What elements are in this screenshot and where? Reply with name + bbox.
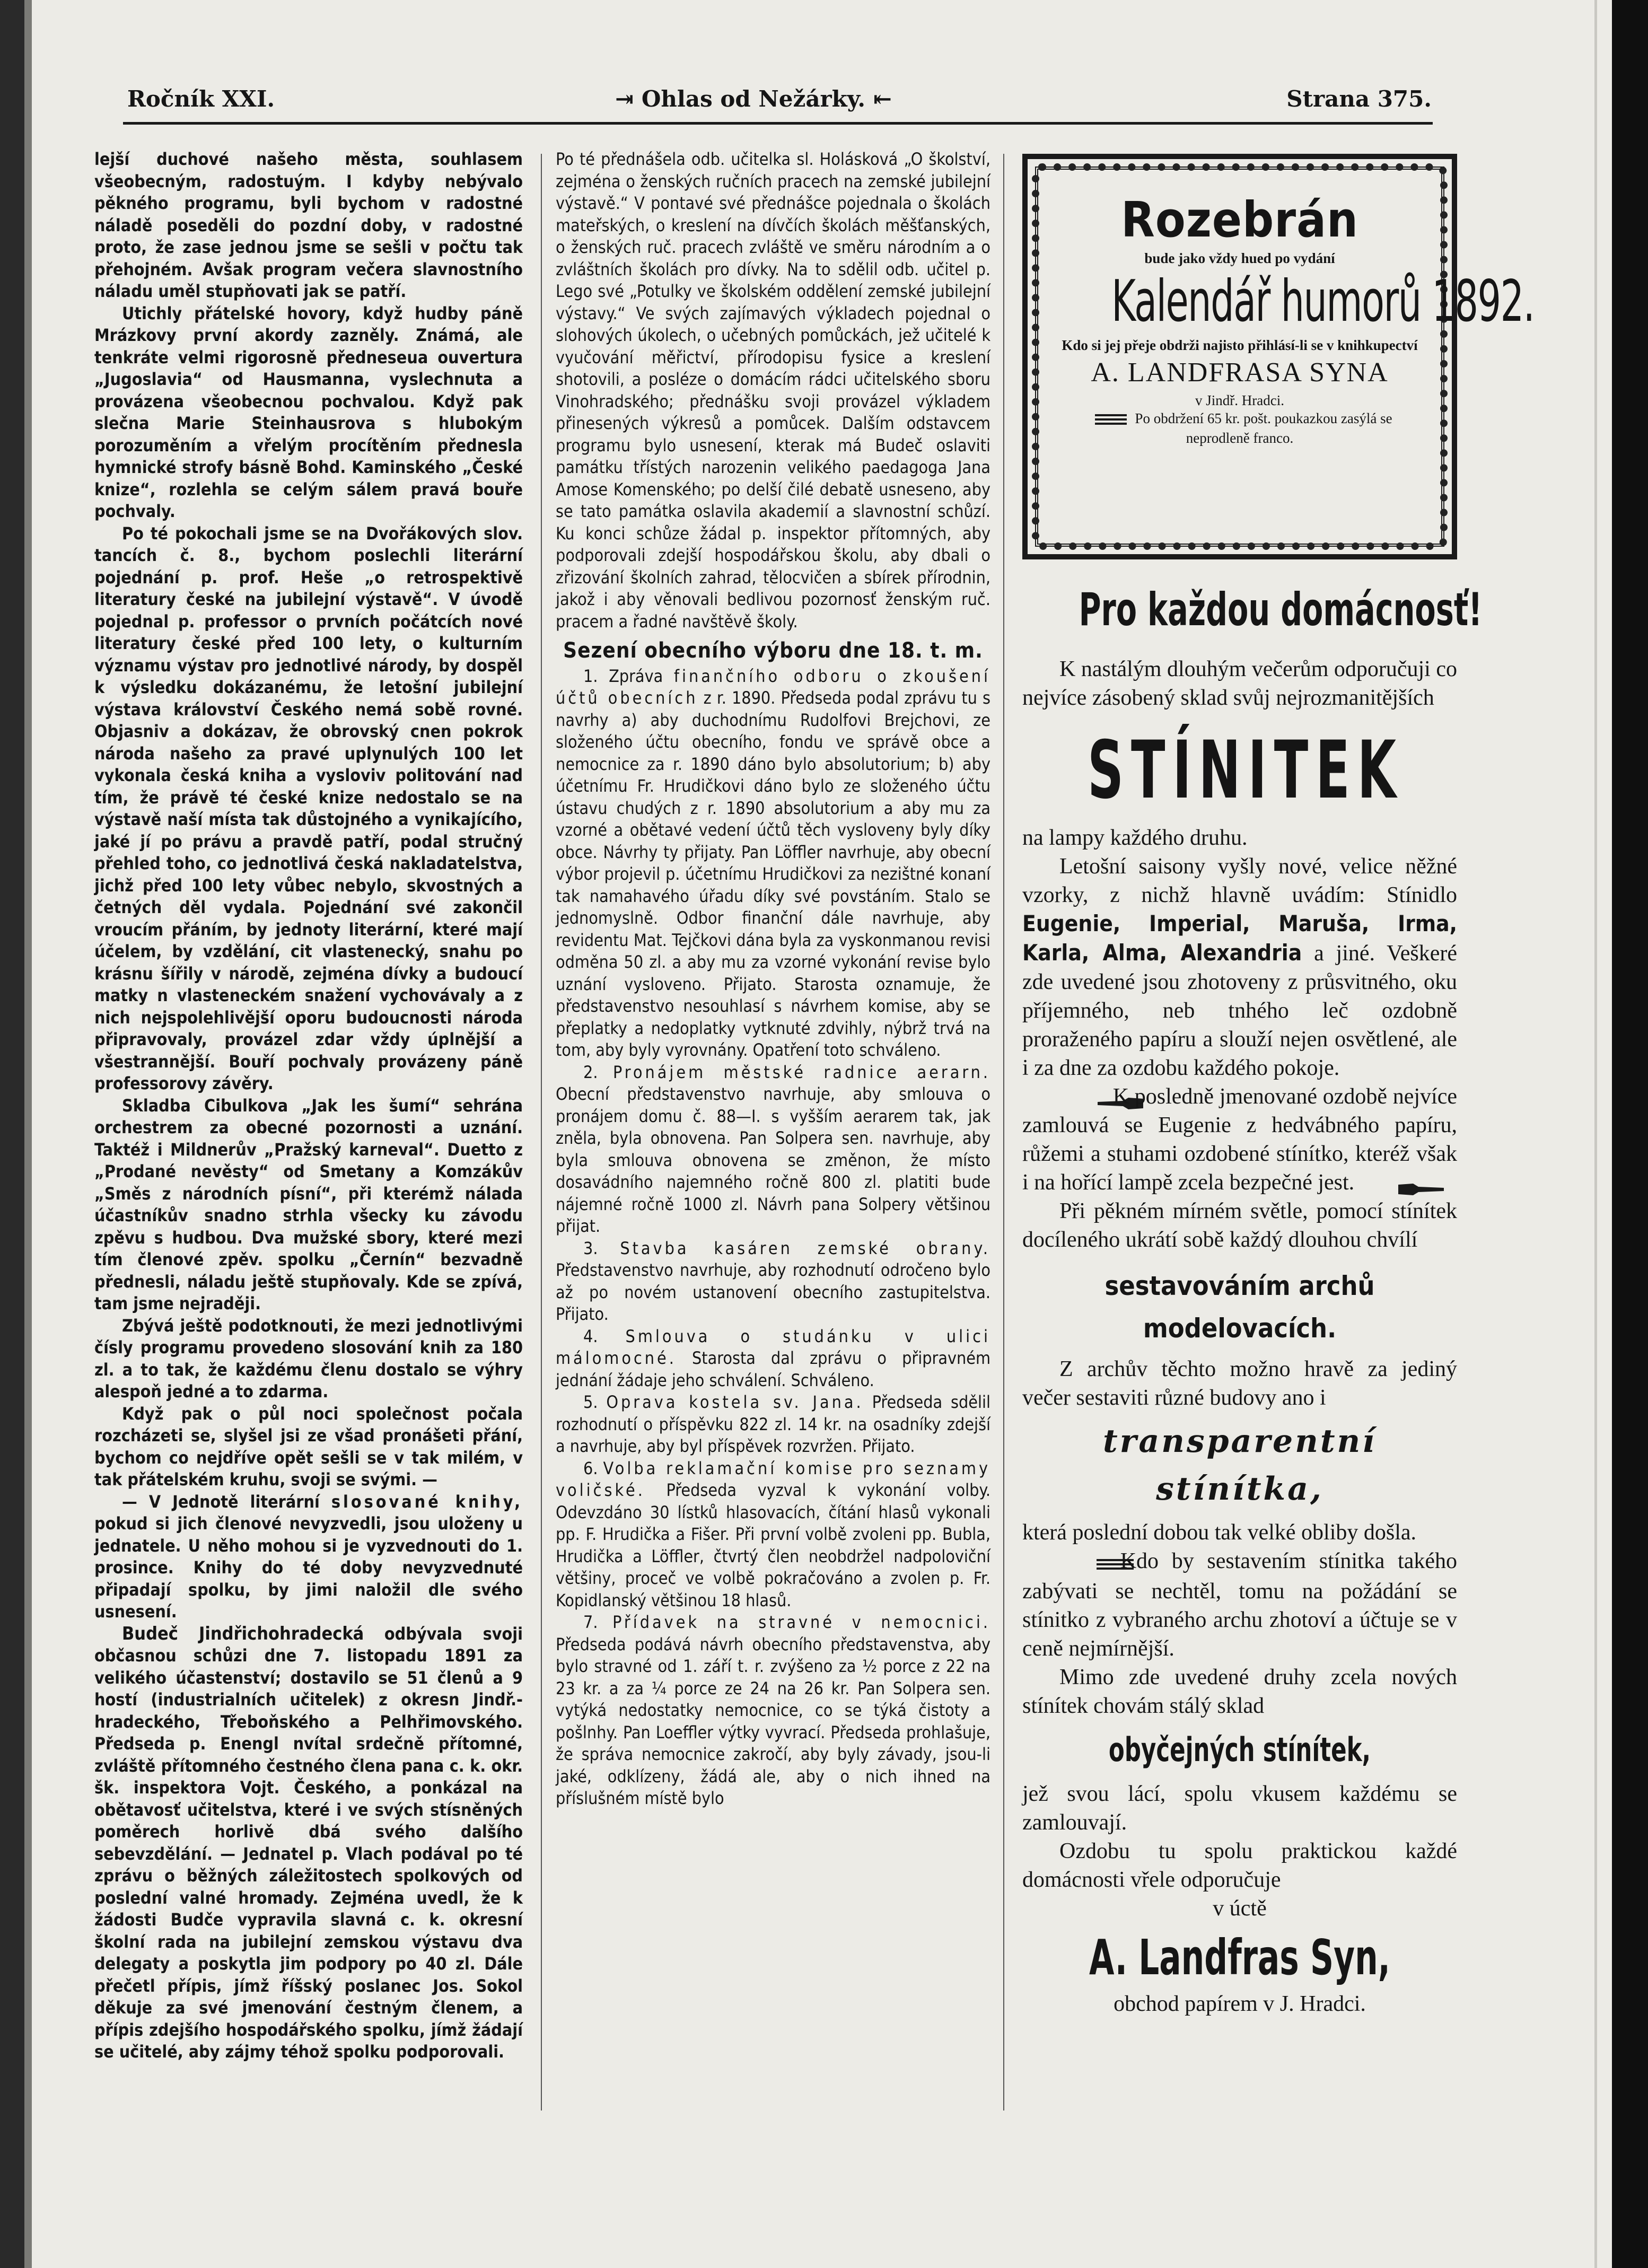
agenda-item: 7. Přídavek na stravné v nemocnici. Předseda podává návrh obecního představenstva, aby bylo stravné od 1. září t. r. zvýšeno za ½ porce z 22 na 23 kr. a za ¼ porce ze 24 na 26 kr. Pan Solpera sen. vytýká nedostatky nemocnice, co se týká čistoty a pošlnhy. Pan Loeffler výtky vyvrací. Předseda prohlašuje, že správa nemocnice zakročí, aby byly závady, jsou-li jaké, odklízeny, žádá ale, aby o nich ihned na příslušném místě bylo [556,1612,991,1808]
newspaper-title: ⇥ Ohlas od Nežárky. ⇤ [615,86,892,112]
paragraph: Utichly přátelské hovory, když hudby páně Mrázkovy první akordy zazněly. Známá, ale tenkráte velmi rigorosně předneseua ouvertura „Jugoslavia“ od Hausmanna, vyslechnuta a provázena všeobecnou pochvalou. Když pak slečna Marie Steinhausrova s hlubokým porozuměním a vřelým procítěním přednesla hymnické strofy básně Bohd. Kaminského „České knize“, rozlehla se celým sálem pravá bouře pochvaly. [94,303,523,521]
paragraph: Kdo by sestavením stínitka takého zabývati se nechtěl, tomu na požádání se stínitko z vybraného archu zhotoví a účtuje se v ceně nejmírnější. [1022,1549,1457,1661]
advert-line: bude jako vždy hued po vydání [1144,250,1335,266]
scan-edge-left [0,0,24,2268]
scan-edge-right [1612,0,1648,2268]
advert-title: Rozebrán [1121,191,1358,248]
agenda-item: 2. Pronájem městské radnice aerarn. Obecní představenstvo navrhuje, aby smlouva o pronájem domu č. 88—I. s vyšším aerarem tak, jak zněla, byla obnovena. Pan Solpera sen. navrhuje, aby byla smlouva obnovena se změnon, že místo dosavádního najemného ročně 800 zl. platiti bude nájemné ročně 1000 zl. Návrh pana Solpery většinou přijat. [556,1062,991,1236]
paragraph-budec: Budeč Jindřichohradecká odbývala svoji občasnou schůzi dne 7. listopadu 1891 za velikého účastenství; dostavilo se 51 členů a 9 hostí (industrialních učitelek) z okresn Jindř.-hradeckého, Třeboňského a Pelhřimovského. Předseda p. Enengl nvítal srdečně přítomné, zvláště přítomného čestného člena pana c. k. okr. šk. inspektora Vojt. Českého, a ponkázal na obětavosť učitelstva, které i ve svých stísněných poměrech horlivě dbá svého dalšího sebevzdělání. — Jednatel p. Vlach podával po té zprávu o běžných záležitostech spolkových od poslední valné hromady. Zejména uvedl, že k žádosti Budče vypravila slavná c. k. okresní školní rada na jubilejní zemskou výstavu dva delegaty a poskytla jim podpory po 40 zl. Dále přečetl přípis, jímž říšský poslanec Jos. Sokol děkuje za své jmenování čestným členem, a přípis zdejšího hospodářského spolku, jímž žádají se učitelé, aby zájmy téhož spolku podporovali. [94,1623,523,2062]
agenda-item: 6. Volba reklamační komise pro seznamy voličské. Předseda vyzval k vykonání volby. Odevzdáno 30 lístků hlasovacích, čítání hlasů vykonali pp. F. Hrudička a Fišer. Při první volbě zvoleni pp. Bubla, Hrudička a Löffler, čtvrtý člen neobdržel nadpoloviční většiny, proceč ve volbě pokračováno a zvolen p. Fr. Kopidlanský většinou 18 hlasů. [556,1458,991,1610]
product-title: STÍNITEK [1088,724,1404,817]
sub-headline: sestavováním archů modelovacích. [1104,1271,1375,1344]
section-heading: Sezení obecního výboru dne 18. t. m. [563,638,983,663]
paragraph: Skladba Cibulkova „Jak les šumí“ sehrána orchestrem za obecné pozornosti a uznání. Taktéž i Mildnerův „Pražský karneval“. Duetto z „Prodané nevěsty“ od Smetany a Komzákův „Směs z národních písní“, při kterémž nálada účastníkův snadno strhla všecky ku závodu zpěvu s hudbou. Dva mužské sbory, které mezi tím členové zpěv. spolku „Černín“ bezvadně přednesli, náladu ještě stupňovaly. Kde se zpívá, tam jsme nejraději. [94,1095,523,1313]
paragraph: Mimo zde uvedené druhy zcela nových stínítek chovám stálý sklad [1022,1665,1457,1719]
paragraph: lejší duchové našeho města, souhlasem všeobecným, radostuým. I kdyby nebývalo pěkného programu, byli bychom v radostné náladě poseděli do pozdní doby, v radostné proto, že zase jednou jsme se sešli v počtu tak přehojném. Avšak program večera slavnostního náladu uměl stupňovati jak se patří. [94,149,523,301]
advert-place: v Jindř. Hradci. [1195,392,1284,408]
header-rule [123,122,1433,125]
paragraph: K nastálým dlouhým večerům odporučuji co nejvíce zásobený sklad svůj nejrozmanitějších [1022,657,1457,710]
lampshade-advert [1022,655,1457,2018]
article-column-2 [556,148,990,1810]
transparent-shades-heading: transparentní stínítka, [1103,1423,1377,1508]
advert-firm: A. LANDFRASA SYNA [1091,357,1389,388]
firm-subtitle: obchod papírem v J. Hradci. [1114,1992,1366,2017]
paragraph: K posledně jmenované ozdobě nejvíce zamlouvá se Eugenie z hedvábného papíru, růžemi a stuhami ozdobené stínítko, kteréž však i na hořící lampě zcela bezpečné jest. [1022,1084,1458,1195]
paragraph: na lampy každého druhu. [1022,826,1248,850]
paragraph: Z archův těchto možno hravě za jediný večer sestaviti různé budovy ano i [1022,1357,1457,1410]
pointing-hand-icon [1360,1176,1408,1192]
scan-edge-right-line [1594,0,1597,2268]
firm-signature: A. Landfras Syn, [1089,1929,1390,1986]
pointing-hand-icon [1059,1090,1107,1106]
scan-edge-left-shadow [24,0,32,2268]
volume-label: Ročník XXI. [127,86,275,112]
greeting: v úctě [1213,1896,1267,1921]
paragraph-notice: — V Jednotě literární slosované knihy, pokud si jich členové nevyzvedli, jsou uloženy u jednatele. U něho mohou si je vyzvednouti do 1. prosince. Knihy do té doby nevyzvednuté připadají spolku, by jimi naložil dle svého usnesení. [94,1491,523,1622]
advertisement-column [1022,154,1535,2018]
paragraph: Po té pokochali jsme se na Dvořákových slov. tancích č. 8., bychom poslechli literární pojednání p. prof. Heše „o retrospektivě literatury české na jubilejní výstavě“. V úvodě pojednal p. professor o prvních počátcích nové literatury české před 100 lety, o kulturním významu výstav pro jednotlivé národy, by dospěl k výsledku dokázanému, že letošní jubilejní výstava království Českého nemá sobě rovné. Objasniv a dokázav, že obrovský cnen pokrok národa našeho za pravé uplynulých 100 let vykonala česká kniha a vysloviv politování nad tím, že právě té české knize nedostalo se na výstavě naší místa tak důstojného a vynikajícího, jaké jí po právu a pravdě patří, podal stručný přehled toho, co jednotlivá česká nakladatelstva, jichž před 100 lety vůbec nebylo, skvostných a četných děl vydala. Pojednání své zakončil vroucím přáním, by jednoty literární, které mají účelem, by vzdělání, cit vlastenecký, snahu po krásnu šířily v národě, zejména dívky a budoucí matky n vlasteneckém snažení vychovávaly a z nich nejspolehlivější oporu budoucnosti národa připravovaly, provázel zdar vždy úplnější a všestrannější. Bouří pochvaly provázeny páně professorovy závěry. [94,523,523,1093]
advert-line: Kdo si jej přeje obdrži najisto přihlásí-li se v knihkupectví [1062,337,1418,353]
page-header [127,81,1432,118]
paragraph: Po té přednášela odb. učitelka sl. Holásková „O školství, zejména o ženských ručních pracech na zemské jubilejní výstavě.“ V pontavé své přednášce pojednala o školách mateřských, o kreslení na dívčích školách měšťanských, o ženských ruč. pracech zvláště ve směru národním a o zvláštních školách pro dívky. Na to sdělil odb. učitel p. Lego své „Potulky ve školském oddělení zemské jubilejní výstavy.“ Ve svých zajímavých výkladech pojednal o slohových úkolech, o učebných pomůckách, jež učitelé k vyučování měřictví, přírodopisu fysice a kreslení shotovili, a posléze o domácím rádci učitelského sboru Vinohradského; přednášku svoji provázel výkladem přinesených výkresů a pomůcek. Dalším odstavcem programu bylo usnesení, kterak má Budeč oslaviti památku třístých narozenin velikého paedagoga Jana Amose Komenského; po delší čilé debatě usneseno, aby se tato památka oslavila akademií a slavnostní schůzí. Ku konci schůze žádal p. inspektor přítomných, aby podporovali zdejší hospodářskou školu, aby dbali o zřizování školních zahrad, tělocvičen a sbírek přírodnin, jakož i aby věnovali bedlivou pozornosť ženským ruč. pracem a řadné navštěvě školy. [556,149,990,632]
triple-dash-ornament [1087,411,1135,429]
paragraph: Když pak o půl noci společnost počala rozcházeti se, slyšel jsi ze všad pronášeti přání, bychom co nejdříve opět sešli se v tak milém, v tak přátelském kruhu, svoji se svými. — [94,1403,523,1490]
paragraph: Při pěkném mírném světle, pomocí stínítek docíleného ukrátí sobě každý dlouhou chvílí [1022,1199,1457,1252]
calendar-advert-content [1062,191,1535,447]
paragraph: Zbývá ještě podotknouti, že mezi jednotlivými čísly programu provedeno slosování knih za 180 zl. a to tak, že každému členu dostalo se výhry alespoň jedné a to zdarma. [94,1315,523,1402]
advert-headline: Pro každou domácnosť! [1079,583,1483,636]
agenda-item: 3. Stavba kasáren zemské obrany. Představenstvo navrhuje, aby rozhodnutí odročeno bylo až po novém ustanovení obecního zastupitelstva. Přijato. [556,1238,990,1324]
ordinary-shades-heading: obyčejných stínítek, [1108,1730,1371,1770]
advert-line: Po obdržení 65 kr. pošt. poukazkou zasýlá se neprodleně franco. [1062,409,1418,447]
column-divider-2 [1003,154,1004,2111]
advert-product: Kalendář humorů 1892. [1111,268,1535,335]
article-column-1 [94,148,523,2063]
paragraph: Ozdobu tu spolu praktickou každé domácnosti vřele odporučuje [1022,1839,1457,1893]
paragraph: Letošní saisony vyšly nové, velice něžné vzorky, z nichž hlavně uvádím: Stínidlo Eugenie, Imperial, Maruša, Irma, Karla, Alma, Alexandria a jiné. Veškeré zde uvedené jsou zhotoveny z průsvitného, oku příjemného, neb tnhého leč ozdobně proraženého papíru a slouží nejen osvětlené, ale i za dne za ozdobu každého pokoje. [1022,854,1458,1080]
agenda-item: 5. Oprava kostela sv. Jana. Předseda sdělil rozhodnutí o příspěvku 822 zl. 14 kr. na osadníky zdejší a navrhuje, aby byl příspěvek rozvržen. Přijato. [556,1392,991,1456]
calendar-advert-box [1022,154,1535,559]
paragraph: která poslední dobou tak velké obliby došla. [1022,1520,1417,1545]
agenda-item: 1. Zpráva finančního odboru o zkoušení účtů obecních z r. 1890. Předseda podal zprávu tu s navrhy a) aby duchodnímu Rudolfovi Brejchovi, ze složeného účtu obecního, fondu ve správě obce a nemocnice za r. 1890 dáno bylo absolutorium; b) aby účetnímu Fr. Hrudičkovi dáno bylo ze složeného účtu ústavu chudých z r. 1890 absolutorium a aby mu za vzorné a obětavé vedení účtů těch vysloveny byly díky obce. Návrhy ty přijaty. Pan Löffler navrhuje, aby obecní výbor projevil p. účetnímu Hrudičkovi za nezištné konaní tak namahavého úřadu díky své povstáním. Stalo se jednomyslně. Odbor finanční dále navrhuje, aby revidentu Mat. Tejčkovi dána byla za vyskonmanou revisi odměna 50 zl. a aby mu za vzorné vykonání revise bylo uznání vysloveno. Přijato. Starosta oznamuje, že představenstvo nesouhlasí s návrhem komise, aby se přeplatky a nedoplatky vytknuté zdvihly, nýbrž trvá na tom, aby byly vyrovnány. Opatření toto schváleno. [556,665,991,1060]
agenda-item: 4. Smlouva o studánku v ulici málomocné. Starosta dal zprávu o připravném jednání žádaje jeho schválení. Schváleno. [556,1326,991,1390]
column-divider-1 [541,154,542,2111]
paragraph: jež svou lácí, spolu vkusem každému se zamlouvají. [1022,1782,1457,1835]
triple-dash-ornament [1059,1548,1107,1577]
page-number: Strana 375. [1286,86,1432,112]
